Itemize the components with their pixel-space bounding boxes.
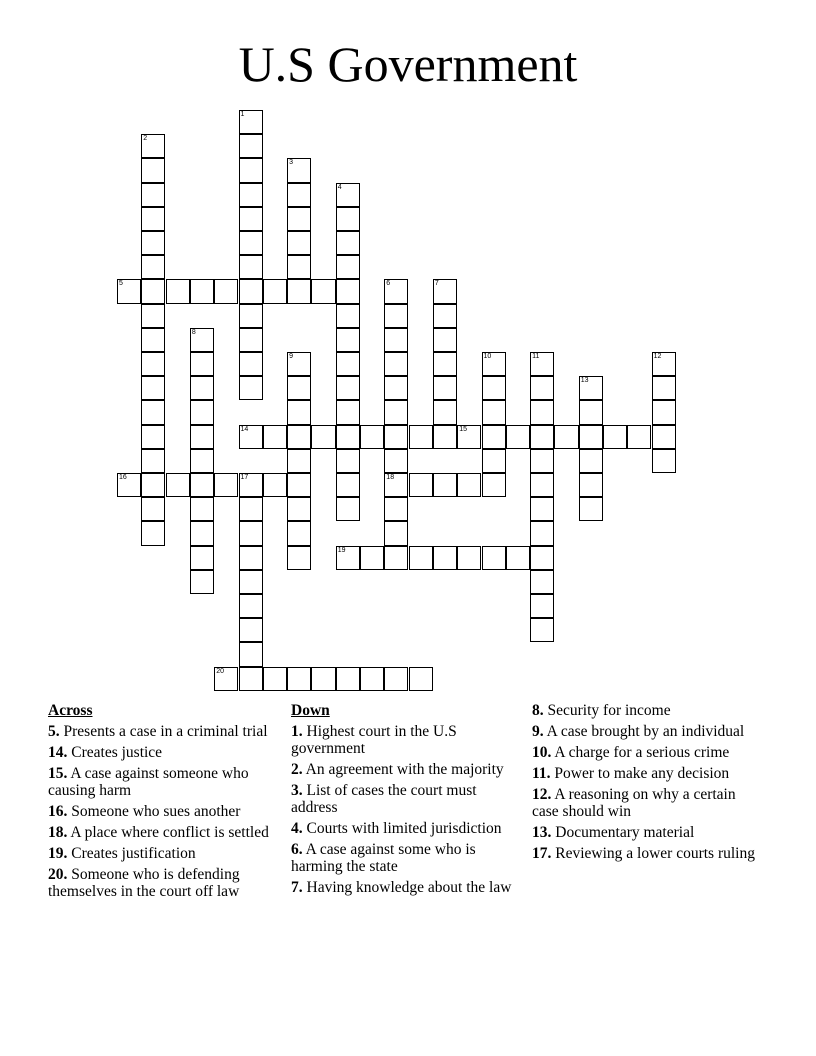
crossword-cell[interactable] (141, 231, 165, 255)
cell-number: 18 (386, 474, 395, 481)
cell-number: 2 (143, 135, 148, 143)
crossword-cell[interactable] (239, 521, 263, 545)
crossword-cell[interactable] (190, 521, 214, 545)
crossword-cell[interactable] (579, 497, 603, 521)
crossword-cell[interactable] (190, 425, 214, 449)
crossword-cell[interactable] (190, 473, 214, 497)
clue-number: 20. (48, 866, 68, 883)
cell-number: 7 (434, 280, 439, 288)
crossword-cell[interactable] (239, 473, 263, 497)
clue-item (48, 866, 278, 900)
clue-text: Reviewing a lower courts ruling (555, 845, 755, 862)
crossword-cell[interactable] (239, 570, 263, 594)
crossword-cell[interactable] (287, 400, 311, 424)
crossword-cell[interactable] (239, 207, 263, 231)
crossword-cell[interactable] (579, 449, 603, 473)
cell-number: 13 (580, 377, 589, 385)
crossword-cell[interactable] (141, 521, 165, 545)
clue-number: 7. (291, 879, 303, 896)
crossword-cell[interactable] (433, 546, 457, 570)
crossword-cell[interactable] (627, 425, 651, 449)
crossword-cell[interactable] (506, 546, 530, 570)
crossword-cell[interactable] (384, 352, 408, 376)
clue-text: Power to make any decision (554, 765, 730, 782)
crossword-cell[interactable] (384, 376, 408, 400)
crossword-cell[interactable] (141, 255, 165, 279)
crossword-cell[interactable] (239, 594, 263, 618)
crossword-cell[interactable] (530, 473, 554, 497)
crossword-cell[interactable] (530, 352, 554, 376)
down-clues (291, 702, 521, 900)
crossword-cell[interactable] (190, 376, 214, 400)
crossword-cell[interactable] (239, 279, 263, 303)
clue-number: 2. (291, 761, 303, 778)
crossword-cell[interactable] (336, 352, 360, 376)
clue-text: A place where conflict is settled (70, 824, 269, 841)
crossword-cell[interactable] (311, 279, 335, 303)
crossword-cell[interactable] (433, 376, 457, 400)
crossword-cell[interactable] (239, 304, 263, 328)
clue-text: Having knowledge about the law (306, 879, 512, 896)
cell-number: 8 (191, 328, 196, 336)
crossword-cell[interactable] (190, 570, 214, 594)
crossword-cell[interactable] (239, 231, 263, 255)
crossword-cell[interactable] (141, 207, 165, 231)
crossword-cell[interactable] (409, 425, 433, 449)
cell-number: 11 (532, 353, 540, 360)
clue-item (532, 824, 762, 841)
crossword-cell[interactable] (384, 400, 408, 424)
crossword-cell[interactable] (214, 279, 238, 303)
cell-number: 16 (119, 474, 127, 481)
clue-number: 14. (48, 744, 68, 761)
puzzle-title: U.S Government (238, 36, 578, 92)
crossword-cell[interactable] (457, 425, 481, 449)
crossword-cell[interactable] (239, 618, 263, 642)
cell-number: 19 (337, 546, 346, 554)
crossword-cell[interactable] (287, 497, 311, 521)
clue-item (48, 845, 278, 862)
crossword-cell[interactable] (652, 376, 676, 400)
cell-number: 1 (240, 111, 245, 118)
crossword-cell[interactable] (239, 497, 263, 521)
clue-text: Someone who sues another (71, 803, 241, 820)
crossword-cell[interactable] (141, 183, 165, 207)
crossword-cell[interactable] (579, 425, 603, 449)
crossword-cell[interactable] (141, 279, 165, 303)
crossword-cell[interactable] (482, 473, 506, 497)
crossword-cell[interactable] (239, 425, 263, 449)
crossword-cell[interactable] (530, 497, 554, 521)
crossword-cell[interactable] (384, 328, 408, 352)
crossword-cell[interactable] (141, 497, 165, 521)
clue-number: 4. (291, 820, 303, 837)
crossword-cell[interactable] (384, 279, 408, 303)
crossword-cell[interactable] (336, 400, 360, 424)
crossword-cell[interactable] (141, 473, 165, 497)
crossword-cell[interactable] (214, 473, 238, 497)
clue-number: 12. (532, 786, 552, 803)
crossword-cell[interactable] (579, 376, 603, 400)
clue-item (291, 841, 521, 875)
crossword-cell[interactable] (287, 425, 311, 449)
crossword-cell[interactable] (239, 642, 263, 666)
clue-number: 5. (48, 723, 60, 740)
crossword-cell[interactable] (287, 521, 311, 545)
crossword-cell[interactable] (530, 546, 554, 570)
crossword-cell[interactable] (287, 473, 311, 497)
crossword-cell[interactable] (433, 400, 457, 424)
clue-text: Someone who is defending themselves in the court off law (48, 866, 240, 900)
clue-text: A case against someone who causing harm (48, 765, 249, 799)
clue-item (48, 765, 278, 799)
clue-item (291, 820, 521, 837)
crossword-cell[interactable] (409, 667, 433, 691)
crossword-cell[interactable] (336, 667, 360, 691)
crossword-cell[interactable] (239, 110, 263, 134)
crossword-cell[interactable] (190, 400, 214, 424)
cell-number: 6 (386, 280, 391, 288)
crossword-cell[interactable] (433, 425, 457, 449)
crossword-cell[interactable] (287, 231, 311, 255)
crossword-cell[interactable] (336, 207, 360, 231)
clue-item (291, 723, 521, 757)
clue-text: Creates justification (71, 845, 196, 862)
clue-number: 3. (291, 782, 303, 799)
crossword-cell[interactable] (384, 473, 408, 497)
crossword-cell[interactable] (482, 352, 506, 376)
crossword-cell[interactable] (384, 497, 408, 521)
crossword-cell[interactable] (336, 546, 360, 570)
crossword-cell[interactable] (384, 449, 408, 473)
clue-number: 11. (532, 765, 551, 782)
crossword-cell[interactable] (530, 449, 554, 473)
clue-item (532, 786, 762, 820)
crossword-cell[interactable] (141, 304, 165, 328)
crossword-cell[interactable] (384, 667, 408, 691)
crossword-cell[interactable] (530, 521, 554, 545)
crossword-cell[interactable] (287, 376, 311, 400)
clue-text: A case brought by an individual (546, 723, 745, 740)
crossword-cell[interactable] (336, 231, 360, 255)
crossword-cell[interactable] (433, 352, 457, 376)
crossword-cell[interactable] (141, 328, 165, 352)
crossword-cell[interactable] (287, 279, 311, 303)
crossword-cell[interactable] (239, 667, 263, 691)
clue-item (291, 782, 521, 816)
crossword-cell[interactable] (457, 546, 481, 570)
clue-number: 6. (291, 841, 303, 858)
clue-text: Highest court in the U.S government (291, 723, 457, 757)
crossword-cell[interactable] (384, 521, 408, 545)
clue-item (532, 702, 762, 719)
crossword-cell[interactable] (433, 328, 457, 352)
clue-number: 10. (532, 744, 552, 761)
crossword-cell[interactable] (384, 304, 408, 328)
crossword-cell[interactable] (652, 400, 676, 424)
clue-item (48, 803, 278, 820)
crossword-cell[interactable] (190, 546, 214, 570)
crossword-cell[interactable] (457, 473, 481, 497)
crossword-cell[interactable] (336, 497, 360, 521)
crossword-cell[interactable] (652, 425, 676, 449)
crossword-cell[interactable] (482, 400, 506, 424)
crossword-cell[interactable] (239, 352, 263, 376)
crossword-cell[interactable] (336, 304, 360, 328)
crossword-cell[interactable] (311, 667, 335, 691)
clue-item (532, 744, 762, 761)
clue-item (48, 824, 278, 841)
clue-item (291, 761, 521, 778)
cell-number: 4 (337, 183, 342, 191)
crossword-cell[interactable] (482, 546, 506, 570)
crossword-cell[interactable] (530, 570, 554, 594)
crossword-cell[interactable] (287, 546, 311, 570)
crossword-cell[interactable] (287, 352, 311, 376)
cell-number: 3 (289, 159, 293, 167)
crossword-cell[interactable] (287, 158, 311, 182)
clue-item (532, 845, 762, 862)
crossword-cell[interactable] (239, 183, 263, 207)
crossword-cell[interactable] (239, 158, 263, 182)
crossword-cell[interactable] (336, 449, 360, 473)
crossword-cell[interactable] (336, 183, 360, 207)
down-clues-continued (532, 702, 762, 866)
crossword-cell[interactable] (117, 279, 141, 303)
crossword-cell[interactable] (384, 425, 408, 449)
crossword-cell[interactable] (336, 255, 360, 279)
crossword-cell[interactable] (336, 376, 360, 400)
clue-text: A charge for a serious crime (554, 744, 730, 761)
clue-item (291, 879, 521, 896)
crossword-cell[interactable] (433, 304, 457, 328)
crossword-cell[interactable] (384, 546, 408, 570)
clue-number: 1. (291, 723, 303, 740)
clue-item (48, 744, 278, 761)
crossword-cell[interactable] (409, 473, 433, 497)
crossword-cell[interactable] (579, 400, 603, 424)
clue-text: Presents a case in a criminal trial (63, 723, 268, 740)
crossword-cell[interactable] (263, 473, 287, 497)
crossword-cell[interactable] (141, 425, 165, 449)
crossword-cell[interactable] (214, 667, 238, 691)
crossword-cell[interactable] (239, 255, 263, 279)
cell-number: 14 (240, 425, 249, 433)
crossword-cell[interactable] (287, 183, 311, 207)
clue-text: A reasoning on why a certain case should win (532, 786, 736, 820)
cell-number: 20 (216, 667, 224, 675)
crossword-cell[interactable] (117, 473, 141, 497)
clue-text: Documentary material (555, 824, 695, 841)
crossword-cell[interactable] (141, 134, 165, 158)
crossword-cell[interactable] (141, 376, 165, 400)
clue-text: List of cases the court must address (291, 782, 477, 816)
clue-text: Courts with limited jurisdiction (306, 820, 502, 837)
crossword-cell[interactable] (482, 425, 506, 449)
crossword-cell[interactable] (482, 449, 506, 473)
clue-text: Creates justice (71, 744, 163, 761)
crossword-cell[interactable] (311, 425, 335, 449)
cell-number: 15 (459, 425, 467, 433)
crossword-cell[interactable] (652, 352, 676, 376)
crossword-cell[interactable] (530, 376, 554, 400)
crossword-cell[interactable] (433, 279, 457, 303)
crossword-cell[interactable] (190, 328, 214, 352)
crossword-cell[interactable] (287, 207, 311, 231)
crossword-cell[interactable] (141, 449, 165, 473)
clue-text: Security for income (547, 702, 671, 719)
clue-number: 8. (532, 702, 544, 719)
crossword-cell[interactable] (190, 352, 214, 376)
crossword-cell[interactable] (263, 667, 287, 691)
down-heading: Down (291, 702, 330, 719)
crossword-cell[interactable] (360, 425, 384, 449)
crossword-cell[interactable] (141, 158, 165, 182)
cell-number: 5 (119, 280, 123, 288)
crossword-cell[interactable] (506, 425, 530, 449)
crossword-cell[interactable] (239, 328, 263, 352)
crossword-cell[interactable] (652, 449, 676, 473)
crossword-cell[interactable] (554, 425, 578, 449)
crossword-cell[interactable] (336, 473, 360, 497)
crossword-cell[interactable] (579, 473, 603, 497)
crossword-cell[interactable] (482, 376, 506, 400)
clue-text: A case against some who is harming the state (291, 841, 476, 875)
crossword-cell[interactable] (530, 425, 554, 449)
clue-item (48, 723, 278, 740)
crossword-cell[interactable] (239, 376, 263, 400)
crossword-cell[interactable] (190, 449, 214, 473)
crossword-cell[interactable] (530, 618, 554, 642)
crossword-cell[interactable] (190, 497, 214, 521)
crossword-cell[interactable] (409, 546, 433, 570)
crossword-cell[interactable] (166, 279, 190, 303)
cell-number: 12 (653, 353, 662, 360)
crossword-cell[interactable] (263, 279, 287, 303)
clue-number: 13. (532, 824, 552, 841)
crossword-cell[interactable] (433, 473, 457, 497)
clue-number: 9. (532, 723, 544, 740)
crossword-cell[interactable] (360, 546, 384, 570)
clue-item (532, 765, 762, 782)
clue-number: 18. (48, 824, 68, 841)
cell-number: 17 (240, 474, 249, 481)
across-heading: Across (48, 702, 93, 719)
cell-number: 10 (483, 353, 492, 360)
crossword-cell[interactable] (336, 328, 360, 352)
clue-text: An agreement with the majority (305, 761, 504, 778)
crossword-cell[interactable] (141, 400, 165, 424)
crossword-cell[interactable] (530, 400, 554, 424)
crossword-cell[interactable] (360, 667, 384, 691)
crossword-cell[interactable] (141, 352, 165, 376)
cell-number: 9 (289, 353, 293, 360)
clue-number: 16. (48, 803, 68, 820)
clue-number: 17. (532, 845, 552, 862)
across-clues (48, 702, 278, 904)
crossword-cell[interactable] (530, 594, 554, 618)
crossword-cell[interactable] (190, 279, 214, 303)
crossword-cell[interactable] (287, 667, 311, 691)
crossword-cell[interactable] (603, 425, 627, 449)
crossword-cell[interactable] (336, 279, 360, 303)
crossword-cell[interactable] (336, 425, 360, 449)
crossword-cell[interactable] (287, 255, 311, 279)
clue-number: 19. (48, 845, 68, 862)
clue-number: 15. (48, 765, 68, 782)
crossword-cell[interactable] (166, 473, 190, 497)
crossword-cell[interactable] (239, 546, 263, 570)
crossword-cell[interactable] (287, 449, 311, 473)
crossword-cell[interactable] (263, 425, 287, 449)
clue-item (532, 723, 762, 740)
crossword-cell[interactable] (239, 134, 263, 158)
